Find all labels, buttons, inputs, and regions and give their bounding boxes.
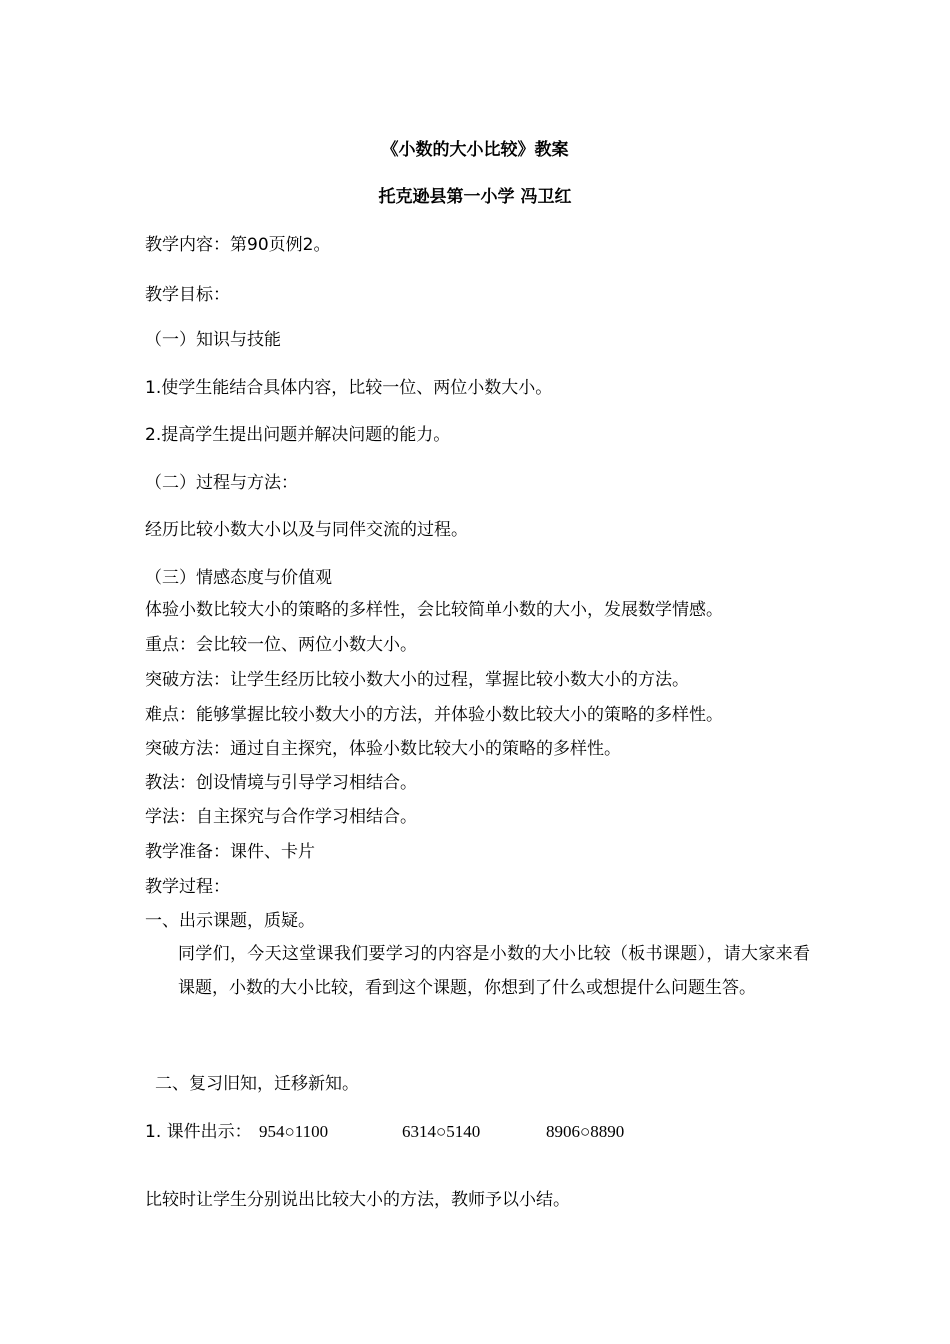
text-line: 教学目标： [145, 285, 230, 305]
text-line: 重点：会比较一位、两位小数大小。 [145, 635, 417, 655]
text-line: 教法：创设情境与引导学习相结合。 [145, 773, 417, 793]
section-heading: 二、复习旧知，迁移新知。 [155, 1074, 359, 1094]
text-line: 教学准备：课件、卡片 [145, 842, 315, 862]
document-author: 托克逊县第一小学 冯卫红 [378, 187, 572, 207]
text-line: 一、出示课题，质疑。 [145, 911, 315, 931]
document-title: 《小数的大小比较》教案 [381, 140, 569, 160]
intro-paragraph: 同学们，今天这堂课我们要学习的内容是小数的大小比较（板书课题），请大家来看课题，小数的大小比较，看到这个课题，你想到了什么或想提什么问题生答。 [178, 944, 810, 998]
exercise-item: 6314○5140 [402, 1122, 481, 1141]
text-line: 体验小数比较大小的策略的多样性，会比较简单小数的大小，发展数学情感。 [145, 600, 723, 620]
exercise-item: 954○1100 [259, 1122, 329, 1141]
text-line: 突破方法：让学生经历比较小数大小的过程，掌握比较小数大小的方法。 [145, 670, 689, 690]
text-line: 2.提高学生提出问题并解决问题的能力。 [145, 425, 451, 445]
text-line: 1.使学生能结合具体内容，比较一位、两位小数大小。 [145, 378, 553, 398]
text-line: 经历比较小数大小以及与同伴交流的过程。 [145, 520, 468, 540]
text-line: 教学内容：第90页例2。 [145, 235, 331, 255]
text-line: 教学过程： [145, 877, 230, 897]
text-line: （二）过程与方法： [145, 473, 298, 493]
exercise-item: 8906○8890 [546, 1122, 625, 1141]
text-line: 突破方法：通过自主探究，体验小数比较大小的策略的多样性。 [145, 739, 621, 759]
text-line: （一）知识与技能 [145, 330, 281, 350]
text-line: （三）情感态度与价值观 [145, 568, 332, 588]
text-line: 难点：能够掌握比较小数大小的方法，并体验小数比较大小的策略的多样性。 [145, 705, 723, 725]
text-line: 学法：自主探究与合作学习相结合。 [145, 807, 417, 827]
summary-line: 比较时让学生分别说出比较大小的方法，教师予以小结。 [145, 1190, 570, 1210]
exercise-label: 1. 课件出示： [145, 1122, 252, 1142]
